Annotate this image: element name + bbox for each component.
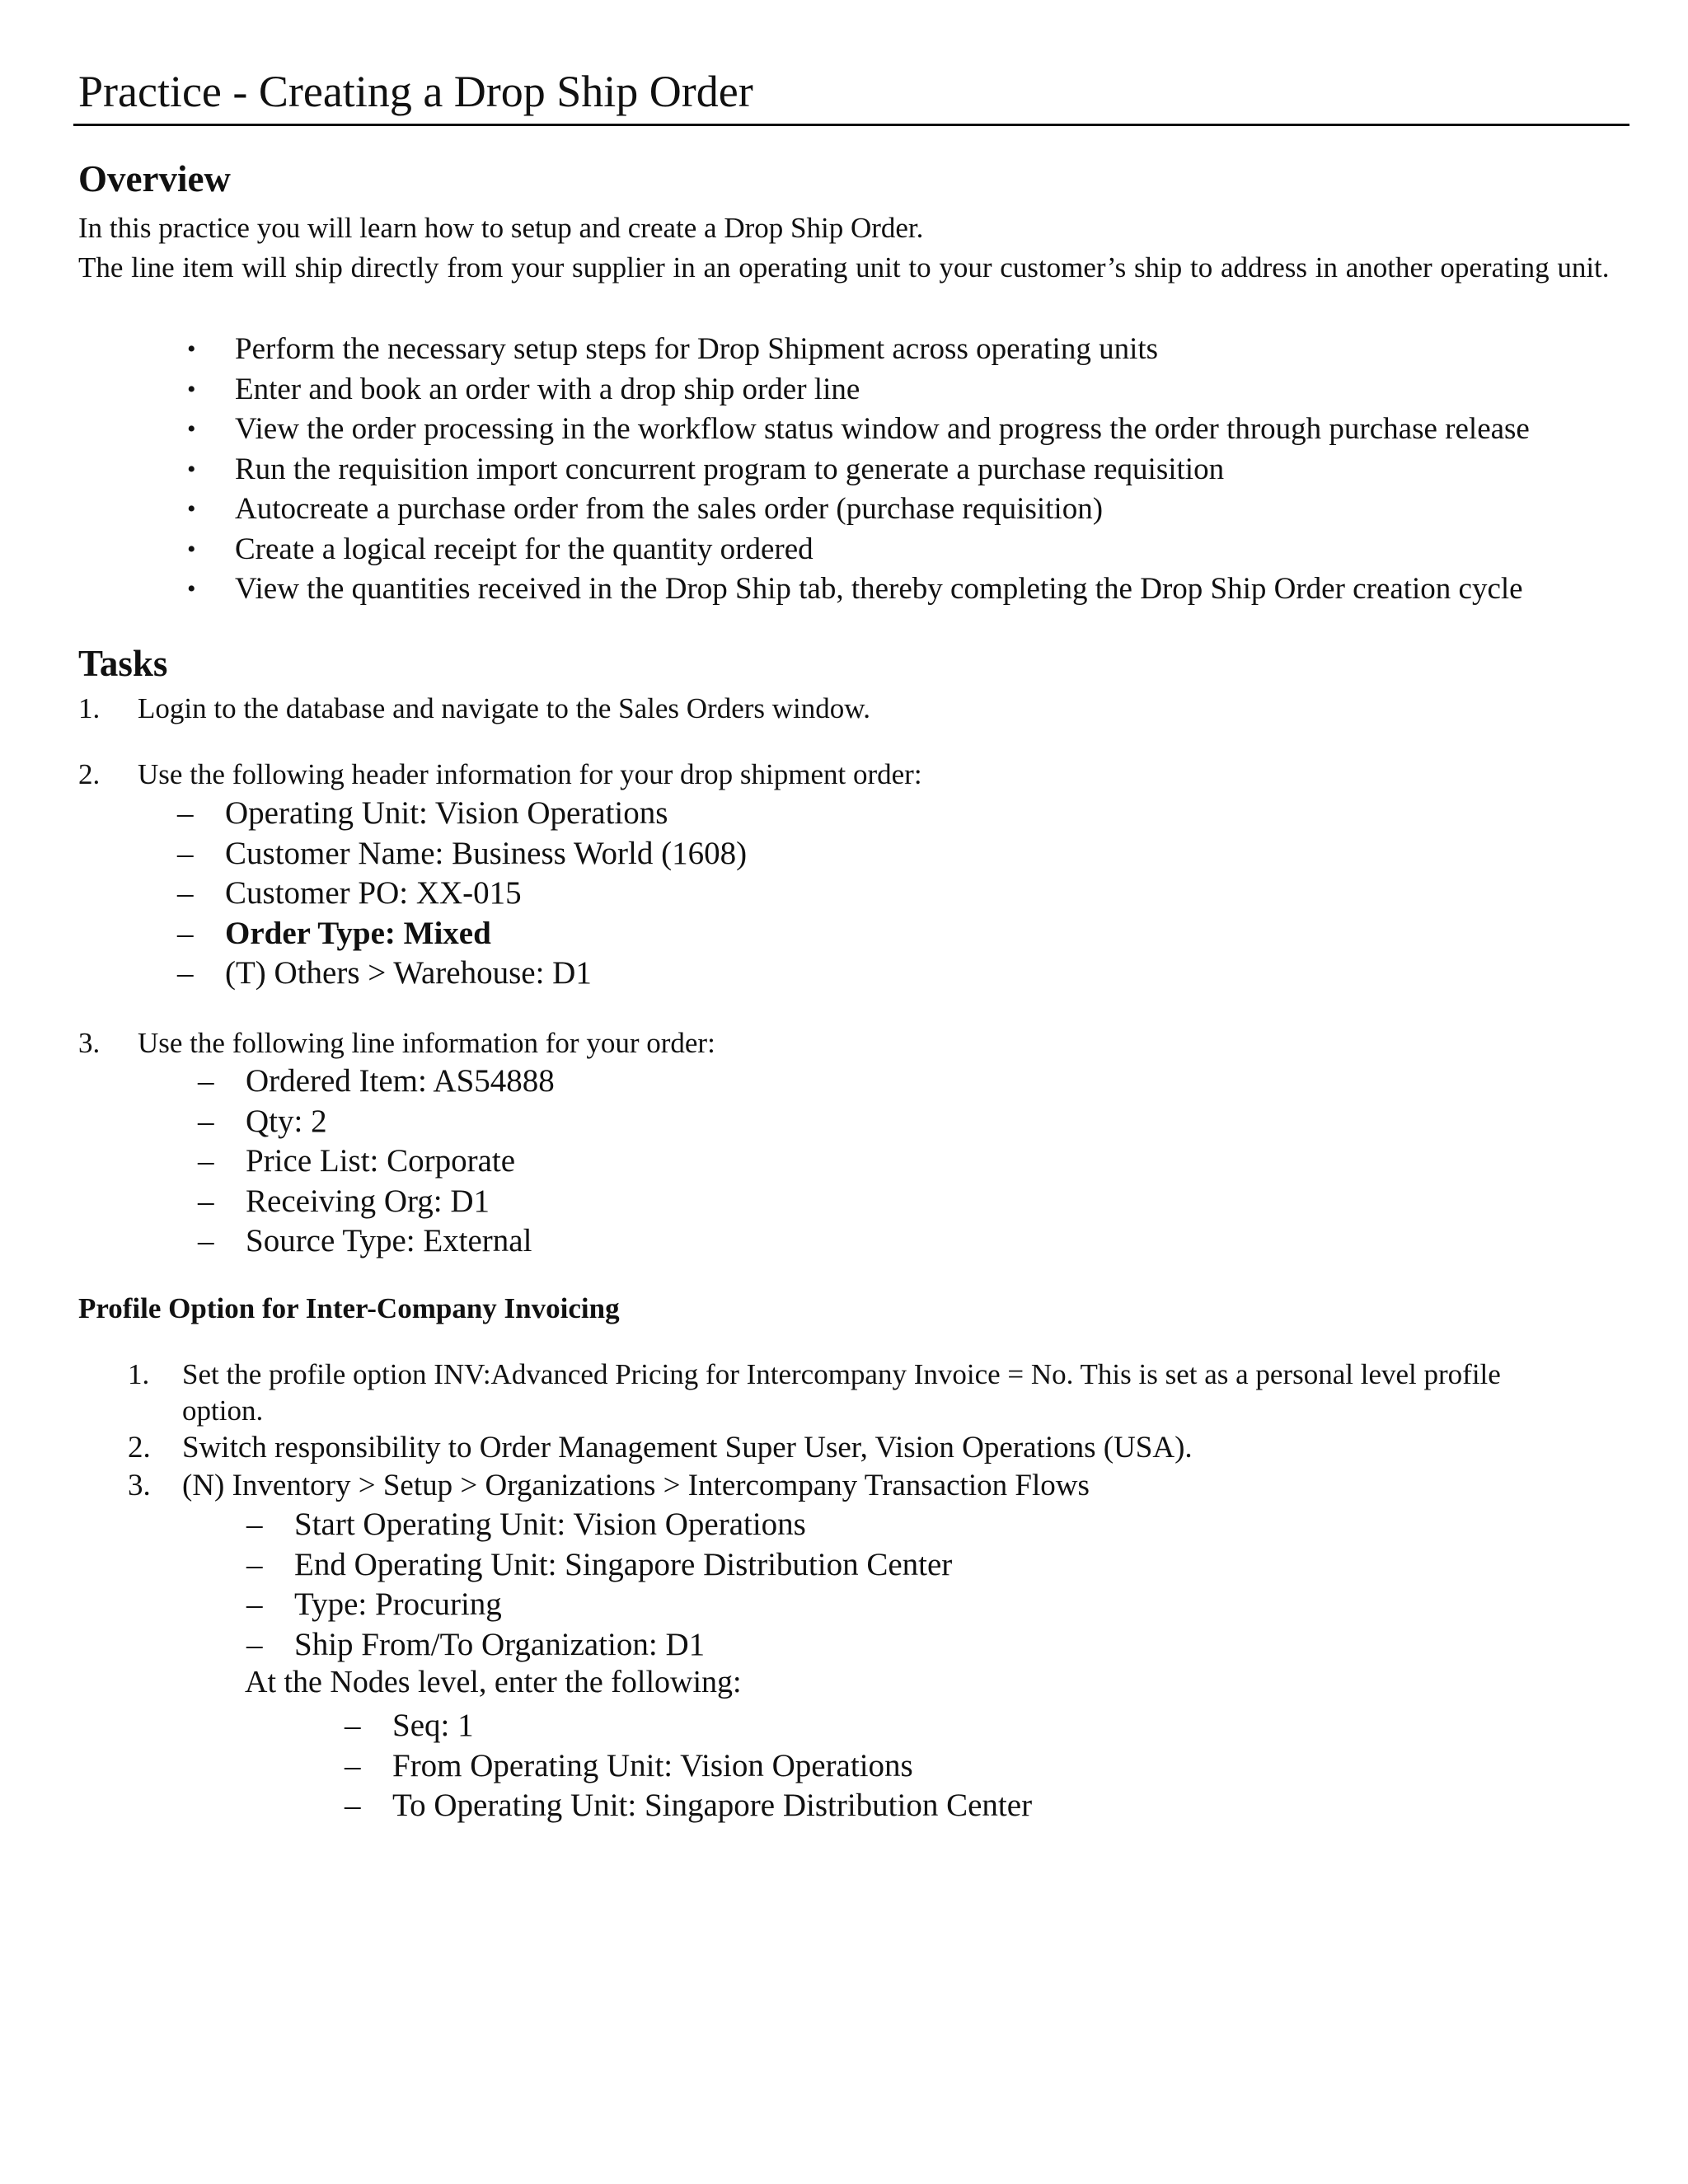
list-item: – From Operating Unit: Vision Operations bbox=[392, 1746, 1032, 1787]
overview-bullet: • View the quantities received in the Drop Ship tab, thereby completing the Drop Ship Order creation cycle bbox=[235, 569, 1636, 610]
task-step-2 bbox=[78, 757, 1628, 793]
list-item: – Price List: Corporate bbox=[246, 1141, 555, 1182]
list-item: – End Operating Unit: Singapore Distribution Center bbox=[294, 1545, 952, 1586]
overview-bullet: • Autocreate a purchase order from the sales order (purchase requisition) bbox=[235, 490, 1636, 530]
profile-heading: Profile Option for Inter-Company Invoicing bbox=[78, 1292, 620, 1324]
step-number: 2. bbox=[78, 758, 101, 790]
overview-para-1: In this practice you will learn how to setup and create a Drop Ship Order. bbox=[78, 212, 924, 244]
dash-icon: – bbox=[198, 1143, 214, 1179]
nodes-intro: At the Nodes level, enter the following: bbox=[245, 1665, 742, 1699]
dash-icon: – bbox=[198, 1063, 214, 1099]
step-number: 2. bbox=[128, 1431, 151, 1465]
list-item: – Ordered Item: AS54888 bbox=[246, 1062, 555, 1102]
tasks-heading: Tasks bbox=[78, 643, 168, 684]
list-item: – Source Type: External bbox=[246, 1221, 555, 1262]
dash-icon: – bbox=[198, 1223, 214, 1258]
profile-step: 1. Set the profile option INV:Advanced Pricing for Intercompany Invoice = No. This is set as a personal level profile option. bbox=[128, 1358, 1501, 1427]
bullet-icon: • bbox=[187, 415, 196, 443]
profile-step: 3. (N) Inventory > Setup > Organizations > Intercompany Transaction Flows bbox=[128, 1467, 1628, 1505]
title-underline bbox=[73, 124, 1629, 126]
dash-icon: – bbox=[345, 1747, 361, 1783]
overview-para-2: The line item will ship directly from your supplier in an operating unit to your customer’s ship to address in another operating unit. bbox=[78, 251, 1610, 284]
overview-bullet: • Create a logical receipt for the quantity ordered bbox=[235, 530, 1636, 570]
dash-icon: – bbox=[177, 835, 194, 871]
step-text: Login to the database and navigate to the Sales Orders window. bbox=[138, 692, 871, 724]
header-info-list bbox=[177, 794, 748, 994]
list-item: – (T) Others > Warehouse: D1 bbox=[225, 954, 747, 994]
dash-icon: – bbox=[198, 1103, 214, 1139]
step-number: 1. bbox=[128, 1358, 150, 1390]
dash-icon: – bbox=[177, 795, 194, 831]
overview-bullet: • Enter and book an order with a drop ship order line bbox=[235, 370, 1636, 410]
bullet-icon: • bbox=[187, 575, 196, 602]
step-text: Use the following line information for your order: bbox=[138, 1027, 715, 1059]
overview-bullet: • Run the requisition import concurrent program to generate a purchase requisition bbox=[235, 450, 1636, 490]
list-item: – Seq: 1 bbox=[392, 1706, 1032, 1746]
list-item: – Qty: 2 bbox=[246, 1102, 555, 1142]
dash-icon: – bbox=[345, 1788, 361, 1823]
step-text: Use the following header information for your drop shipment order: bbox=[138, 758, 922, 790]
dash-icon: – bbox=[246, 1626, 263, 1662]
flow-info-list bbox=[246, 1505, 953, 1665]
overview-bullet: • Perform the necessary setup steps for Drop Shipment across operating units bbox=[235, 330, 1636, 370]
dash-icon: – bbox=[177, 955, 194, 991]
list-item: – Operating Unit: Vision Operations bbox=[225, 794, 747, 834]
list-item: – Ship From/To Organization: D1 bbox=[294, 1625, 952, 1666]
list-item: – To Operating Unit: Singapore Distribution Center bbox=[392, 1786, 1032, 1826]
nodes-info-list bbox=[345, 1706, 1033, 1826]
task-step-3 bbox=[78, 1025, 1628, 1062]
bullet-icon: • bbox=[187, 495, 196, 523]
step-number: 1. bbox=[78, 692, 101, 724]
overview-bullet-list bbox=[187, 330, 1636, 610]
list-item: – Order Type: Mixed bbox=[225, 914, 747, 954]
dash-icon: – bbox=[177, 915, 194, 951]
page-title: Practice - Creating a Drop Ship Order bbox=[78, 67, 753, 116]
bullet-icon: • bbox=[187, 375, 196, 403]
dash-icon: – bbox=[246, 1586, 263, 1622]
list-item: – Customer PO: XX-015 bbox=[225, 874, 747, 914]
overview-heading: Overview bbox=[78, 158, 231, 199]
dash-icon: – bbox=[198, 1183, 214, 1219]
dash-icon: – bbox=[246, 1507, 263, 1542]
task-step-1 bbox=[78, 691, 1628, 727]
step-number: 3. bbox=[128, 1469, 151, 1502]
dash-icon: – bbox=[345, 1708, 361, 1743]
profile-step: 2. Switch responsibility to Order Management Super User, Vision Operations (USA). bbox=[128, 1429, 1628, 1467]
profile-steps bbox=[128, 1357, 1628, 1505]
list-item: – Receiving Org: D1 bbox=[246, 1182, 555, 1222]
bullet-icon: • bbox=[187, 335, 196, 363]
line-info-list bbox=[198, 1062, 555, 1262]
step-number: 3. bbox=[78, 1027, 101, 1059]
dash-icon: – bbox=[177, 875, 194, 911]
list-item: – Type: Procuring bbox=[294, 1585, 952, 1625]
overview-bullet: • View the order processing in the workflow status window and progress the order through purchase release bbox=[235, 410, 1636, 450]
list-item: – Customer Name: Business World (1608) bbox=[225, 834, 747, 874]
bullet-icon: • bbox=[187, 455, 196, 483]
bullet-icon: • bbox=[187, 535, 196, 563]
list-item: – Start Operating Unit: Vision Operations bbox=[294, 1505, 952, 1545]
dash-icon: – bbox=[246, 1546, 263, 1582]
